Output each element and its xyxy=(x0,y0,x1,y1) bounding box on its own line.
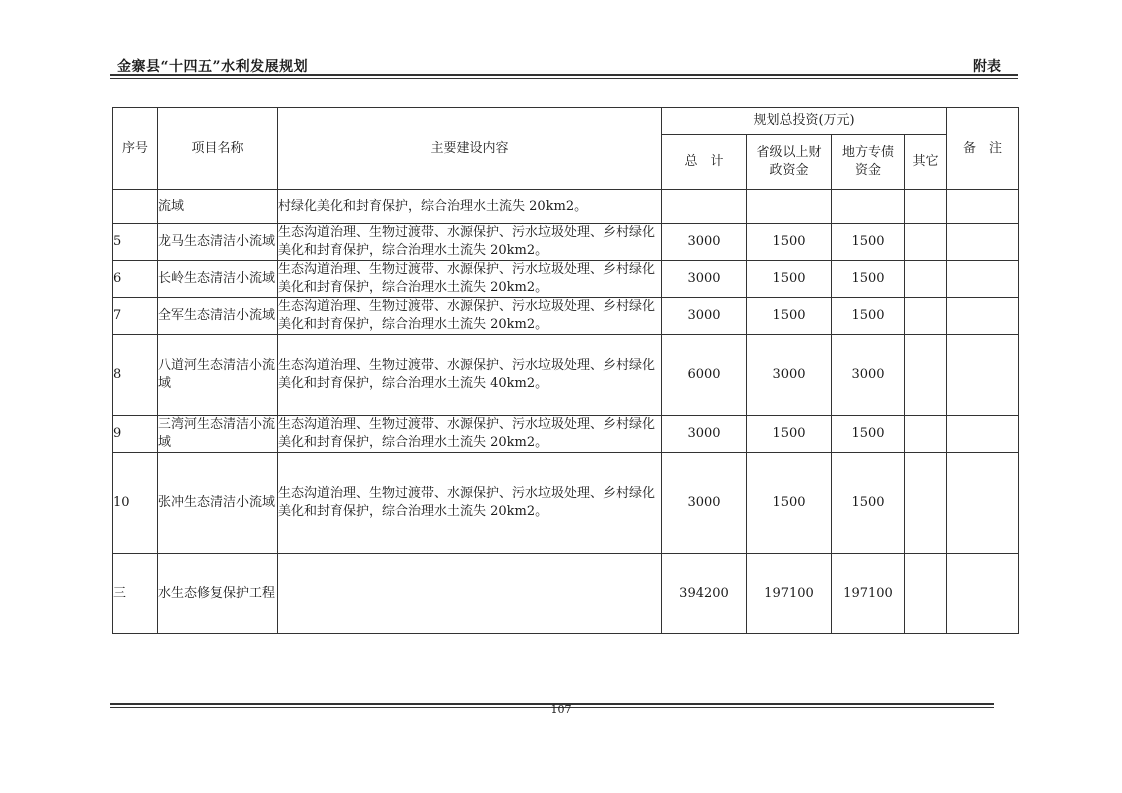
header-total: 总 计 xyxy=(662,135,747,190)
row-local: 3000 xyxy=(832,335,905,416)
row-provincial xyxy=(747,190,832,224)
row-total: 394200 xyxy=(662,554,747,634)
row-content: 生态沟道治理、生物过渡带、水源保护、污水垃圾处理、乡村绿化美化和封育保护，综合治理水土流失 40km2。 xyxy=(278,335,662,416)
table-row xyxy=(113,453,1019,554)
row-total: 6000 xyxy=(662,335,747,416)
row-local: 1500 xyxy=(832,261,905,298)
row-local: 1500 xyxy=(832,298,905,335)
row-local: 1500 xyxy=(832,416,905,453)
row-provincial: 1500 xyxy=(747,298,832,335)
row-provincial: 1500 xyxy=(747,453,832,554)
row-seq: 7 xyxy=(113,298,158,335)
section-label: 附表 xyxy=(973,59,1001,75)
row-seq: 8 xyxy=(113,335,158,416)
header-seq: 序号 xyxy=(113,108,158,190)
row-local: 1500 xyxy=(832,453,905,554)
row-remarks xyxy=(947,335,1019,416)
row-provincial: 197100 xyxy=(747,554,832,634)
row-other xyxy=(905,190,947,224)
table-row xyxy=(113,261,1019,298)
row-provincial: 1500 xyxy=(747,261,832,298)
row-name: 龙马生态清洁小流域 xyxy=(158,224,278,261)
row-remarks xyxy=(947,261,1019,298)
row-remarks xyxy=(947,554,1019,634)
row-provincial: 1500 xyxy=(747,224,832,261)
row-other xyxy=(905,298,947,335)
row-content: 生态沟道治理、生物过渡带、水源保护、污水垃圾处理、乡村绿化美化和封育保护，综合治理水土流失 20km2。 xyxy=(278,261,662,298)
row-other xyxy=(905,453,947,554)
row-total: 3000 xyxy=(662,261,747,298)
row-content: 生态沟道治理、生物过渡带、水源保护、污水垃圾处理、乡村绿化美化和封育保护，综合治理水土流失 20km2。 xyxy=(278,453,662,554)
investment-table xyxy=(112,107,1019,634)
header-remarks: 备 注 xyxy=(947,108,1019,190)
header-name: 项目名称 xyxy=(158,108,278,190)
row-name: 全军生态清洁小流域 xyxy=(158,298,278,335)
row-other xyxy=(905,554,947,634)
row-content: 生态沟道治理、生物过渡带、水源保护、污水垃圾处理、乡村绿化美化和封育保护，综合治理水土流失 20km2。 xyxy=(278,224,662,261)
row-provincial: 1500 xyxy=(747,416,832,453)
document-title: 金寨县“十四五”水利发展规划 xyxy=(117,59,309,75)
row-name: 张冲生态清洁小流域 xyxy=(158,453,278,554)
row-name: 流域 xyxy=(158,190,278,224)
row-content: 生态沟道治理、生物过渡带、水源保护、污水垃圾处理、乡村绿化美化和封育保护，综合治理水土流失 20km2。 xyxy=(278,298,662,335)
row-name: 水生态修复保护工程 xyxy=(158,554,278,634)
row-seq: 10 xyxy=(113,453,158,554)
row-other xyxy=(905,416,947,453)
row-other xyxy=(905,335,947,416)
row-seq: 9 xyxy=(113,416,158,453)
row-other xyxy=(905,261,947,298)
header-other: 其它 xyxy=(905,135,947,190)
header-invest-group: 规划总投资(万元) xyxy=(662,108,947,135)
row-remarks xyxy=(947,416,1019,453)
row-seq: 5 xyxy=(113,224,158,261)
header-content: 主要建设内容 xyxy=(278,108,662,190)
row-content: 生态沟道治理、生物过渡带、水源保护、污水垃圾处理、乡村绿化美化和封育保护，综合治理水土流失 20km2。 xyxy=(278,416,662,453)
row-remarks xyxy=(947,190,1019,224)
header-provincial: 省级以上财政资金 xyxy=(747,135,832,190)
row-local xyxy=(832,190,905,224)
row-name: 三湾河生态清洁小流域 xyxy=(158,416,278,453)
table-header-row-1 xyxy=(113,108,1019,135)
row-total: 3000 xyxy=(662,453,747,554)
table-row xyxy=(113,224,1019,261)
row-total: 3000 xyxy=(662,416,747,453)
table-row xyxy=(113,335,1019,416)
row-seq xyxy=(113,190,158,224)
table-row xyxy=(113,554,1019,634)
row-local: 1500 xyxy=(832,224,905,261)
row-remarks xyxy=(947,298,1019,335)
row-content xyxy=(278,554,662,634)
row-name: 长岭生态清洁小流域 xyxy=(158,261,278,298)
page-number: 107 xyxy=(550,703,572,716)
row-name: 八道河生态清洁小流域 xyxy=(158,335,278,416)
row-remarks xyxy=(947,453,1019,554)
row-seq: 三 xyxy=(113,554,158,634)
row-provincial: 3000 xyxy=(747,335,832,416)
row-total xyxy=(662,190,747,224)
header-local: 地方专债资金 xyxy=(832,135,905,190)
row-total: 3000 xyxy=(662,224,747,261)
header-rule-thick xyxy=(110,74,1018,76)
header-rule-thin xyxy=(110,78,1018,79)
row-total: 3000 xyxy=(662,298,747,335)
table-row xyxy=(113,190,1019,224)
row-remarks xyxy=(947,224,1019,261)
row-other xyxy=(905,224,947,261)
row-content: 村绿化美化和封育保护，综合治理水土流失 20km2。 xyxy=(278,190,662,224)
row-seq: 6 xyxy=(113,261,158,298)
table-row xyxy=(113,298,1019,335)
table-row xyxy=(113,416,1019,453)
row-local: 197100 xyxy=(832,554,905,634)
